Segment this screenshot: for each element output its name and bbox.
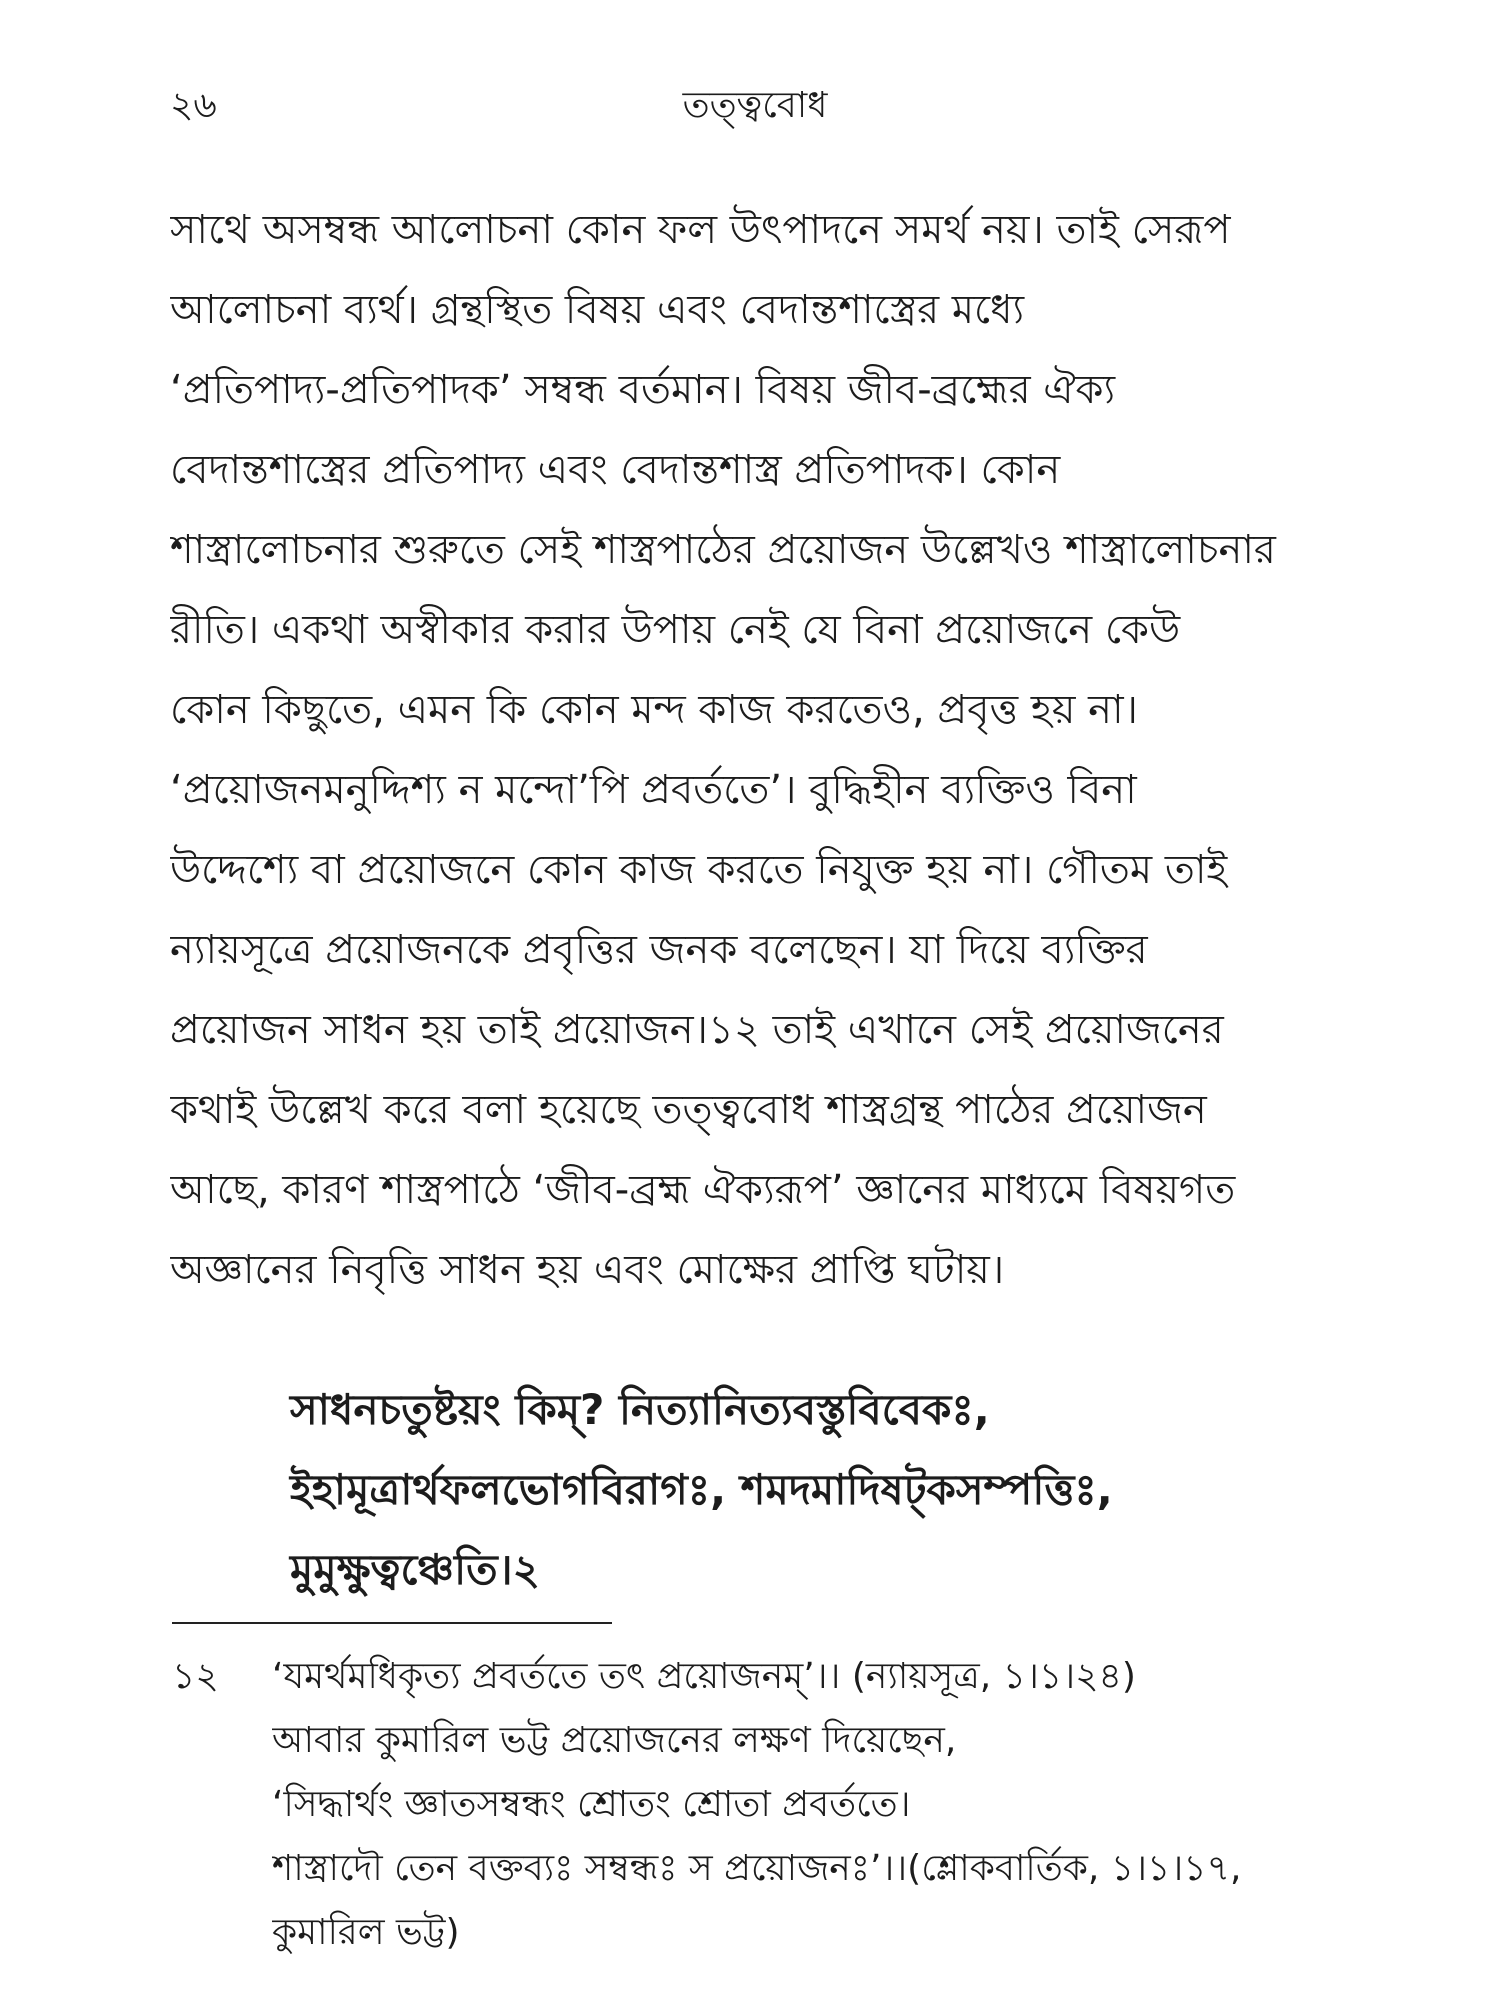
body-paragraph [170, 190, 1340, 1310]
body-line: শাস্ত্রালোচনার শুরুতে সেই শাস্ত্রপাঠের প্রয়োজন উল্লেখও শাস্ত্রালোচনার [170, 527, 1276, 573]
sanskrit-verse [290, 1370, 1290, 1610]
page-header [170, 78, 1340, 128]
body-line: কোন কিছুতে, এমন কি কোন মন্দ কাজ করতেও, প্রবৃত্ত হয় না। [170, 687, 1138, 733]
page-number: ২৬ [170, 85, 217, 126]
verse-line: ইহামূত্রার্থফলভোগবিরাগঃ, শমদমাদিষট্কসম্পত্তিঃ, [290, 1465, 1113, 1514]
body-line: সাথে অসম্বন্ধ আলোচনা কোন ফল উৎপাদনে সমর্থ নয়। তাই সেরূপ [170, 207, 1231, 253]
body-line: ‘প্রয়োজনমনুদ্দিশ্য ন মন্দো’পি প্রবর্ততে’। বুদ্ধিহীন ব্যক্তিও বিনা [170, 767, 1137, 813]
footnote-line: কুমারিল ভট্ট) [272, 1912, 460, 1953]
footnote-number: ১২ [172, 1656, 219, 1697]
body-line: উদ্দেশ্যে বা প্রয়োজনে কোন কাজ করতে নিযুক্ত হয় না। গৌতম তাই [170, 847, 1228, 893]
body-line: ন্যায়সূত্রে প্রয়োজনকে প্রবৃত্তির জনক বলেছেন। যা দিয়ে ব্যক্তির [170, 927, 1148, 973]
body-line: আলোচনা ব্যর্থ। গ্রন্থস্থিত বিষয় এবং বেদান্তশাস্ত্রের মধ্যে [170, 287, 1025, 333]
footnote-divider [172, 1622, 612, 1624]
footnote-line: শাস্ত্রাদৌ তেন বক্তব্যঃ সম্বন্ধঃ স প্রয়োজনঃ’।।(শ্লোকবার্তিক, ১।১।১৭, [272, 1848, 1242, 1889]
body-line: আছে, কারণ শাস্ত্রপাঠে ‘জীব-ব্রহ্ম ঐক্যরূপ’ জ্ঞানের মাধ্যমে বিষয়গত [170, 1167, 1236, 1213]
body-line: রীতি। একথা অস্বীকার করার উপায় নেই যে বিনা প্রয়োজনে কেউ [170, 607, 1181, 653]
verse-line: সাধনচতুষ্টয়ং কিম্? নিত্যানিত্যবস্তুবিবেকঃ, [290, 1385, 990, 1434]
body-line: বেদান্তশাস্ত্রের প্রতিপাদ্য এবং বেদান্তশাস্ত্র প্রতিপাদক। কোন [170, 447, 1061, 493]
running-title: তত্ত্ববোধ [682, 85, 828, 126]
body-line: কথাই উল্লেখ করে বলা হয়েছে তত্ত্ববোধ শাস্ত্রগ্রন্থ পাঠের প্রয়োজন [170, 1087, 1207, 1133]
footnote-text [272, 1645, 1342, 1965]
footnote-line: আবার কুমারিল ভট্ট প্রয়োজনের লক্ষণ দিয়েছেন, [272, 1720, 957, 1761]
footnote-line: ‘যমর্থমধিকৃত্য প্রবর্ততে তৎ প্রয়োজনম্’।। (ন্যায়সূত্র, ১।১।২৪) [272, 1656, 1136, 1697]
body-line: অজ্ঞানের নিবৃত্তি সাধন হয় এবং মোক্ষের প্রাপ্তি ঘটায়। [170, 1247, 1005, 1293]
body-line: ‘প্রতিপাদ্য-প্রতিপাদক’ সম্বন্ধ বর্তমান। বিষয় জীব-ব্রহ্মের ঐক্য [170, 367, 1116, 413]
footnote-line: ‘সিদ্ধার্থং জ্ঞাতসম্বন্ধং শ্রোতং শ্রোতা প্রবর্ততে। [272, 1784, 911, 1825]
body-line: প্রয়োজন সাধন হয় তাই প্রয়োজন।১২ তাই এখানে সেই প্রয়োজনের [170, 1007, 1224, 1053]
verse-line: মুমুক্ষুত্বঞ্চেতি।২ [290, 1545, 540, 1594]
